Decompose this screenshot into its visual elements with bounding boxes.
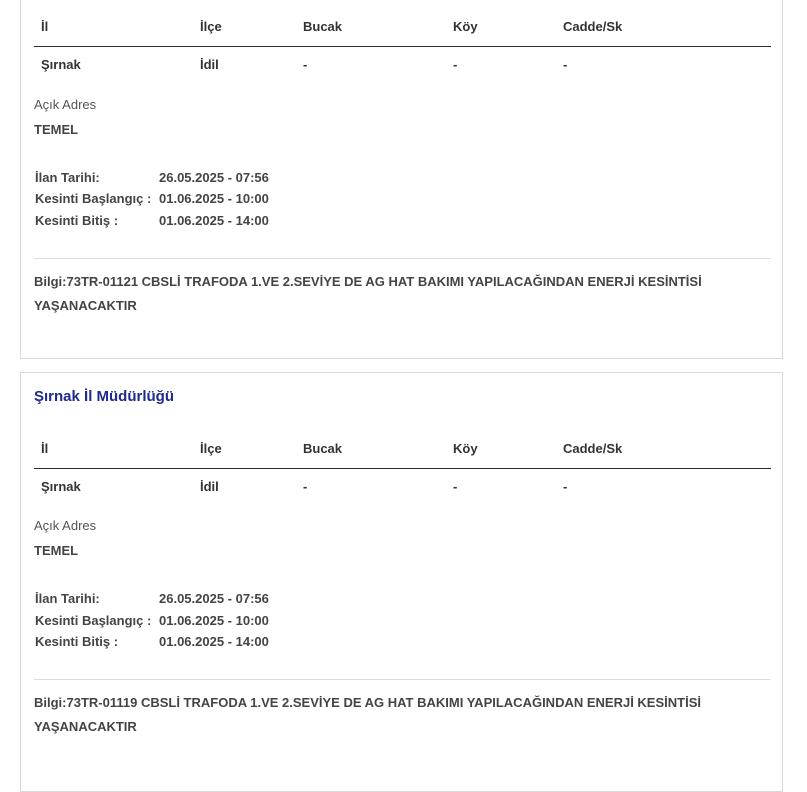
cell-bucak: - bbox=[303, 57, 308, 72]
address-value: TEMEL bbox=[34, 122, 79, 137]
col-koy: Köy bbox=[453, 441, 478, 456]
table-row bbox=[34, 469, 771, 505]
outage-end-value: 01.06.2025 - 14:00 bbox=[159, 634, 269, 649]
cell-bucak: - bbox=[303, 479, 308, 494]
table-header bbox=[34, 430, 771, 469]
cell-koy: - bbox=[453, 479, 458, 494]
col-cadde: Cadde/Sk bbox=[563, 441, 623, 456]
col-cadde: Cadde/Sk bbox=[563, 19, 623, 34]
cell-il: Şırnak bbox=[41, 479, 81, 494]
location-table bbox=[34, 8, 771, 83]
cell-cadde: - bbox=[563, 57, 568, 72]
address-value: TEMEL bbox=[34, 543, 79, 558]
divider bbox=[34, 679, 771, 680]
col-bucak: Bucak bbox=[303, 19, 343, 34]
cell-ilce: İdil bbox=[200, 479, 219, 494]
col-il: İl bbox=[41, 441, 49, 456]
info-note: Bilgi:73TR-01119 CBSLİ TRAFODA 1.VE 2.SEVİYE DE AG HAT BAKIMI YAPILACAĞINDAN ENERJİ KESİNTİSİ YAŞANACAKTIR bbox=[34, 695, 701, 734]
col-koy: Köy bbox=[453, 19, 478, 34]
col-ilce: İlçe bbox=[200, 19, 222, 34]
cell-koy: - bbox=[453, 57, 458, 72]
col-ilce: İlçe bbox=[200, 441, 222, 456]
info-note: Bilgi:73TR-01121 CBSLİ TRAFODA 1.VE 2.SEVİYE DE AG HAT BAKIMI YAPILACAĞINDAN ENERJİ KESİNTİSİ YAŞANACAKTIR bbox=[34, 274, 702, 313]
table-header bbox=[34, 8, 771, 47]
cell-cadde: - bbox=[563, 479, 568, 494]
divider bbox=[34, 258, 771, 259]
announce-date-label: İlan Tarihi: bbox=[35, 170, 100, 185]
address-label: Açık Adres bbox=[34, 518, 97, 533]
outage-start-label: Kesinti Başlangıç : bbox=[35, 191, 152, 206]
outage-start-value: 01.06.2025 - 10:00 bbox=[159, 613, 269, 628]
org-title: Şırnak İl Müdürlüğü bbox=[34, 388, 175, 405]
location-table bbox=[34, 430, 771, 505]
cell-ilce: İdil bbox=[200, 57, 219, 72]
outage-end-label: Kesinti Bitiş : bbox=[35, 213, 119, 228]
outage-start-label: Kesinti Başlangıç : bbox=[35, 613, 152, 628]
announce-date-value: 26.05.2025 - 07:56 bbox=[159, 170, 269, 185]
announce-date-label: İlan Tarihi: bbox=[35, 591, 100, 606]
col-bucak: Bucak bbox=[303, 441, 343, 456]
address-label: Açık Adres bbox=[34, 97, 97, 112]
outage-end-value: 01.06.2025 - 14:00 bbox=[159, 213, 269, 228]
cell-il: Şırnak bbox=[41, 57, 81, 72]
outage-card bbox=[20, 372, 783, 792]
outage-card bbox=[20, 0, 783, 359]
outage-end-label: Kesinti Bitiş : bbox=[35, 634, 119, 649]
outage-start-value: 01.06.2025 - 10:00 bbox=[159, 191, 269, 206]
table-row bbox=[34, 47, 771, 83]
col-il: İl bbox=[41, 19, 49, 34]
announce-date-value: 26.05.2025 - 07:56 bbox=[159, 591, 269, 606]
